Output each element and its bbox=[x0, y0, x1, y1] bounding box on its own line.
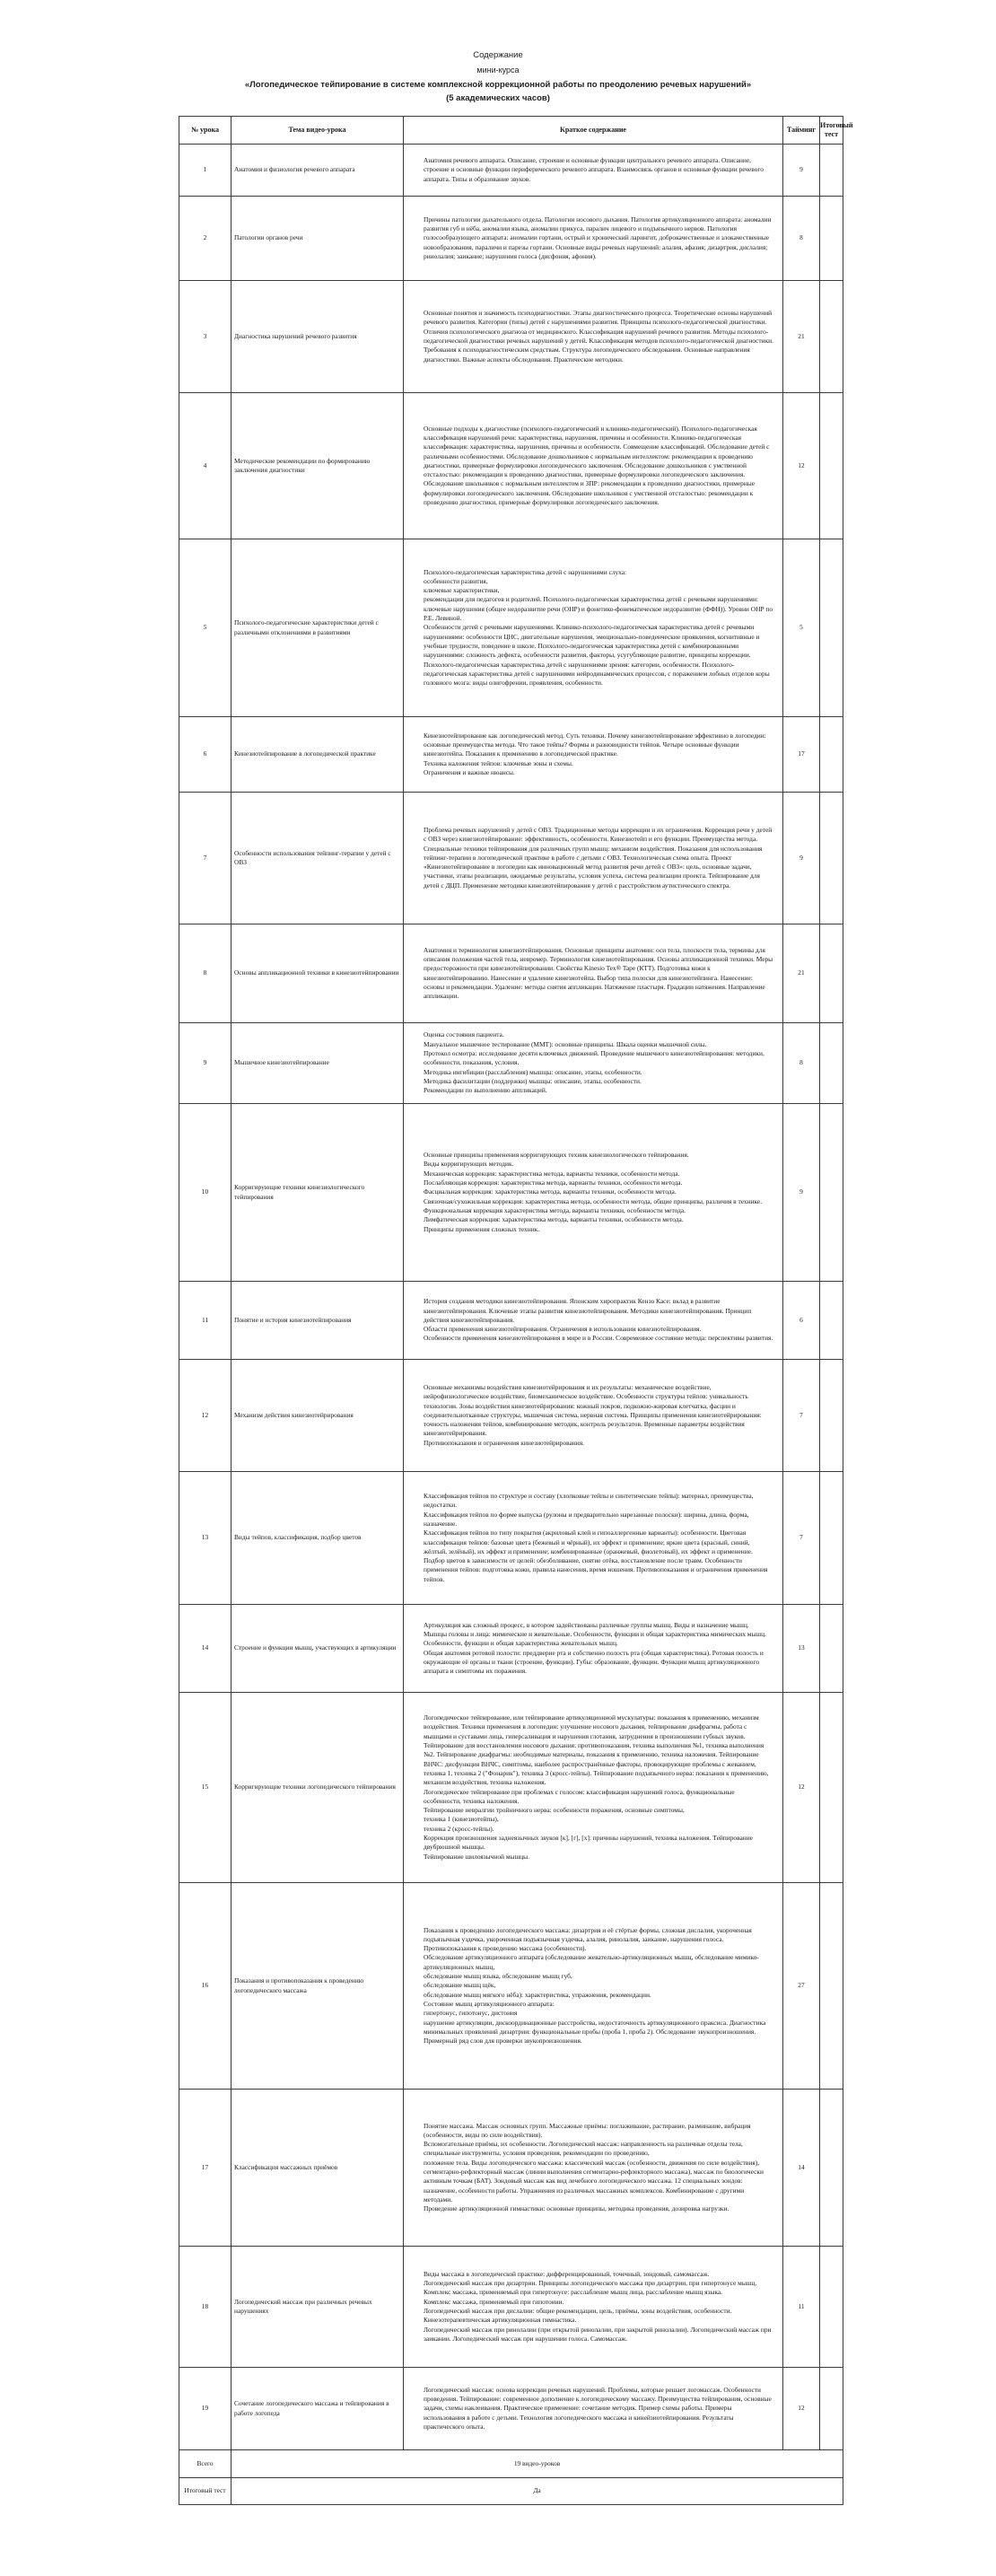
lesson-row bbox=[179, 1023, 843, 1104]
lesson-final-test bbox=[820, 1282, 843, 1360]
lesson-number: 6 bbox=[179, 717, 232, 793]
course-hours: (5 академических часов) bbox=[446, 93, 550, 103]
lesson-topic: Виды тейпов, классификация, подбор цветов bbox=[232, 1472, 404, 1605]
lesson-summary bbox=[404, 393, 783, 539]
lesson-topic: Механизм действия кинезиотейрирования bbox=[232, 1360, 404, 1472]
table-body bbox=[179, 145, 843, 2450]
lesson-number: 5 bbox=[179, 539, 232, 717]
lesson-final-test bbox=[820, 1693, 843, 1883]
header-topic: Тема видео-урока bbox=[232, 117, 404, 145]
lesson-row bbox=[179, 1693, 843, 1883]
lesson-topic: Понятие и история кинезиотейпирования bbox=[232, 1282, 404, 1360]
lesson-row bbox=[179, 793, 843, 924]
lesson-timing: 7 bbox=[783, 1472, 820, 1605]
lesson-summary bbox=[404, 1104, 783, 1282]
lesson-summary-text: Основные подходы к диагностике (психолого-педагогический и клинико-педагогический). Психолого-педагогическая классификация нарушений речи: характеристика, нарушения, причины и особенности. Клинико-педагогическая классификация: характеристика, нарушения, причины и особенности. Совмещение классификаций. Обследование детей с различными особенностями. Обследование дошкольников с нормальным интеллектом: рекомендации к проведению диагностики, примерные формулировки логопедического заключения. Обследование дошкольников с умственной отсталостью: рекомендации к проведению диагностики, примерные формулировки логопедического заключения. Обследование школьников с нормальным интеллектом и ЗПР: рекомендации к проведению диагностики, примерные формулировки логопедического заключения. Обследование школьников с умственной отсталостью: рекомендации к проведению диагностики, примерные формулировки логопедического заключения. bbox=[424, 424, 770, 507]
header-summary: Краткое содержание bbox=[404, 117, 783, 145]
lesson-summary-text: Оценка состояния пациента. Мануальное мышечное тестирование (ММТ): основные принципы. Шкала оценки мышечной силы. Протокол осмотра: исследование десяти ключевых движений. Проведение мышечного кинезиотейпирования: методики, особенности, показания, условия. Методика ингибиции (расслабления) мышцы: описание, этапы, особенности. Методика фасилитации (поддержки) мышцы: описание, этапы, особенности. Рекомендации по выполнению аппликаций. bbox=[424, 1030, 764, 1095]
lesson-final-test bbox=[820, 145, 843, 197]
lesson-final-test bbox=[820, 1104, 843, 1282]
lesson-summary-text: Анатомия речевого аппарата. Описание, строение и основные функции центрального речевого аппарата. Описание, строение и основные функции периферического речевого аппарата. Взаимосвязь органов и основные функции речевого аппарата. Типы и образование звуков. bbox=[424, 156, 764, 183]
lesson-topic: Патологии органов речи bbox=[232, 197, 404, 281]
lesson-summary-text: Анатомия и терминология кинезиотейпирования. Основные принципы анатомии: оси тела, плоскости тела, термины для описания положения частей тела, невромер. Терминология кинезиотейпирования. Основы аппликационной техники. Меры предосторожности при кинезиотейпировании. Свойства Kinesio Tex® Tape (КТТ). Подготовка кожи к кинезиотейпированию. Нанесение и удаление кинезиотейпа. Выбор типа полоски для кинезиотейпинга. Нанесение: основы и рекомендации. Удаление: методы снятия аппликации. Натяжение пластыря. Градации натяжения. Направление аппликации. bbox=[424, 945, 773, 1001]
curriculum-table bbox=[179, 116, 853, 2505]
lesson-number: 13 bbox=[179, 1472, 232, 1605]
lesson-topic: Основы аппликационной техники в кинезиотейпировании bbox=[232, 924, 404, 1023]
lesson-topic: Диагностика нарушений речевого развития bbox=[232, 281, 404, 393]
lesson-row bbox=[179, 1282, 843, 1360]
lesson-final-test bbox=[820, 1605, 843, 1693]
lesson-timing: 9 bbox=[783, 793, 820, 924]
lesson-summary bbox=[404, 1693, 783, 1883]
lesson-final-test bbox=[820, 717, 843, 793]
lesson-summary bbox=[404, 793, 783, 924]
lesson-final-test bbox=[820, 393, 843, 539]
lesson-summary bbox=[404, 2090, 783, 2247]
header-timing: Тайминг bbox=[783, 117, 820, 145]
lesson-row bbox=[179, 145, 843, 197]
lesson-summary-text: Основные понятия и значимость психодиагностики. Этапы диагностического процесса. Теоретические основы нарушений речевого развития. Категории (типы) детей с нарушениями развития. Принципы психолого-педагогической диагностики. Отличия психологического диагноза от медицинского. Классификация нарушений речевого развития. Методы психолого-педагогической диагностики речевых нарушений у детей. Классификация методов психолого-педагогической диагностики. Требования к психодиагностическим средствам. Структура логопедического обследования. Основные направления диагностики. Важные аспекты обследования. Практические методики. bbox=[424, 309, 773, 364]
lesson-timing: 12 bbox=[783, 1693, 820, 1883]
lesson-timing: 12 bbox=[783, 393, 820, 539]
lesson-final-test bbox=[820, 924, 843, 1023]
lesson-summary-text: Кинезиотейпирование как логопедический метод. Суть техники. Почему кинезиотейпирование эффективно в логопедии: основные преимущества метода. Что такое тейпы? Формы и разновидности тейпов. Четыре основные функции кинезиотейпа. Показания к применению в логопедической практике. Техника наложения тейпов: ключевые зоны и схемы. Ограничения и важные нюансы. bbox=[424, 731, 766, 776]
lesson-final-test bbox=[820, 281, 843, 393]
lesson-number: 18 bbox=[179, 2247, 232, 2368]
lesson-summary-text: Классификация тейпов по структуре и составу (хлопковые тейпы и синтетические тейпы): материал, преимущества, недостатки. Классификация тейпов по форме выпуска (рулоны и предварительно нарезанные полоски): ширина, длина, форма, назначение. Классификация тейпов по типу покрытия (акриловый клей и гипоаллергенные варианты): особенности. Цветовая классификация тейпов: базовые цвета (бежевый и чёрный), их эффект и применение; яркие цвета (красный, синий, жёлтый, зелёный), их эффект и применение; комбинированные (оранжевый, фиолетовый), их эффект и применение. Подбор цветов в зависимости от целей: обезболивание, снятие отёка, восстановление после травм. Особенности применения тейпов: подготовка кожи, правила нанесения, время ношения. Противопоказания и ограничения применения тейпов. bbox=[424, 1492, 768, 1583]
lesson-timing: 21 bbox=[783, 281, 820, 393]
lesson-summary-text: Логопедический массаж: основа коррекции речевых нарушений. Проблемы, которые решает логомассаж. Особенности проведения. Тейпирование: современное дополнение к логопедическому массажу. Преимущества тейпирования, основные задачи, схемы наклеивания. Практическое применение: сочетание методик. Пример схемы работы. Примеры использования в работе с детьми. Технология логопедического массажа и кинейзиотейпирования. Результаты практического опыта. bbox=[424, 2385, 772, 2431]
lesson-summary-text: Понятие массажа. Массаж основных групп. Массажные приёмы: поглаживание, растирание, разминание, вибрация (особенности, виды по силе воздействия). Вспомогательные приёмы, их особенности. Логопедический массаж: направленность на различные отделы тела, специальные инструменты, условия проведения, рекомендации по проведению, положение тела. Виды логопедического массажа: классический массаж (особенности, движения по силе воздействия), сегментарно-рефлекторный массаж (линии выполнения сегментарно-рефлекторного массажа), массаж по биологически активным точкам (БАТ). Зондовый массаж как вид лечебного логопедического массажа. 12 специальных зондов: назначение, особенности работы. Упражнения из различных массажных комплексов. Комбинирование с другими методами. Проведение артикуляционной гимнастики: основные принципы, методика проведения, дозировка нагрузки. bbox=[424, 2121, 764, 2213]
lesson-number: 11 bbox=[179, 1282, 232, 1360]
lesson-summary bbox=[404, 197, 783, 281]
lesson-topic: Логопедический массаж при различных речевых нарушениях bbox=[232, 2247, 404, 2368]
lesson-topic: Корригирующие техники кинезиологического тейпирования bbox=[232, 1104, 404, 1282]
lesson-summary-text: Основные механизмы воздействия кинезиотейрирования и их результаты: механическое воздействие, нейрофизиологическое воздействие, биомеханическое воздействие. Особенности структуры тейпов: уникальность технологии. Зоны воздействия кинезиотейрирования: кожный покров, подкожно-жировая клетчатка, фасции и соединительнотканные структуры, мышечная система, нервная система. Принципы применения кинезиотейрирования: точность наложения тейпов, комбинирование методик, контроль результатов. Временные параметры воздействия кинезиотейрирования. Противопоказания и ограничения кинезиотейрирования. bbox=[424, 1382, 762, 1447]
lesson-final-test bbox=[820, 1883, 843, 2090]
lesson-topic: Методические рекомендации по формированию заключения диагностики bbox=[232, 393, 404, 539]
lesson-summary bbox=[404, 1472, 783, 1605]
final-test-label: Итоговый тест bbox=[179, 2478, 232, 2505]
lesson-timing: 17 bbox=[783, 717, 820, 793]
doc-title-minicourse: мини-курса bbox=[476, 66, 520, 74]
lesson-row bbox=[179, 2368, 843, 2450]
lesson-summary bbox=[404, 1023, 783, 1104]
lesson-timing: 11 bbox=[783, 2247, 820, 2368]
lesson-final-test bbox=[820, 1023, 843, 1104]
lesson-number: 4 bbox=[179, 393, 232, 539]
final-test-value: Да bbox=[232, 2478, 843, 2505]
lesson-summary-text: Основные принципы применения корригирующих техник кинезиологического тейпирования. Виды корригирующих методик. Механическая коррекция: характеристика метода, варианты техники, особенности метода. Послабляющая коррекция: характеристика метода, варианты техники, особенности метода. Фасциальная коррекция: характеристика метода, варианты техники, особенности метода. Связочная/сухожильная коррекция: характеристика метода, особенности метода, общие принципы, различия в технике. Функциональная коррекция характеристика метода, варианты техники, особенности метода. Лимфатическая коррекция: характеристика метода, варианты техники, особенности метода. Принципы применения сложных техник. bbox=[424, 1151, 763, 1233]
lesson-row bbox=[179, 1472, 843, 1605]
lesson-timing: 5 bbox=[783, 539, 820, 717]
lesson-final-test bbox=[820, 539, 843, 717]
lesson-row bbox=[179, 924, 843, 1023]
lesson-timing: 9 bbox=[783, 1104, 820, 1282]
lesson-topic: Сочетание логопедического массажа и тейпирования в работе логопеда bbox=[232, 2368, 404, 2450]
lesson-final-test bbox=[820, 2368, 843, 2450]
lesson-row bbox=[179, 197, 843, 281]
lesson-final-test bbox=[820, 2090, 843, 2247]
lesson-timing: 27 bbox=[783, 1883, 820, 2090]
lesson-number: 16 bbox=[179, 1883, 232, 2090]
lesson-row bbox=[179, 1883, 843, 2090]
lesson-topic: Особенности использования тейпинг-терапии у детей с ОВЗ bbox=[232, 793, 404, 924]
lesson-timing: 8 bbox=[783, 1023, 820, 1104]
lesson-final-test bbox=[820, 2247, 843, 2368]
lesson-number: 14 bbox=[179, 1605, 232, 1693]
lesson-summary bbox=[404, 717, 783, 793]
lesson-final-test bbox=[820, 1360, 843, 1472]
lesson-summary-text: Логопедическое тейпирование, или тейпирование артикуляционной мускулатуры: показания к применению, механизм воздействия. Техники применения в логопедии: улучшение носового дыхания, тейпирование диафрагмы, работа с мышцами и суставами лица, гиперсаливация и нарушения глотания, затруднения в произношении губных звуков. Тейпирование для восстановления носового дыхания: противопоказания, техника выполнения №1, техника выполнения №2. Тейпирование диафрагмы: необходимые материалы, показания к применению, техника наложения. Тейпирование ВНЧС: дисфункция ВНЧС, симптомы, наиболее распространённые факторы, провоцирующие проблемы с жеванием, техника 1, техника 2 ("Фонарик"), техника 3 (кросс-тейпы). Тейпирование подъязычного нерва: показания к применению, механизм воздействия, техника наложения. Логопедическое тейпирование при проблемах с голосом: классификация нарушений голоса, функциональные особенности, техника наложения. Тейпирование невралгии тройничного нерва: особенности поражения, основные симптомы, техника 1 (кинезиотейпы), техника 2 (кросс-тейпы). Коррекция произношения заднеязычных звуков [к], [г], [х]: причины нарушений, техника наложения. Тейпирование двубрюшной мышцы. Тейпирование шилоязычной мышцы. bbox=[424, 1713, 769, 1861]
lesson-number: 1 bbox=[179, 145, 232, 197]
lesson-number: 12 bbox=[179, 1360, 232, 1472]
header-lesson-number: № урока bbox=[179, 117, 232, 145]
lesson-timing: 9 bbox=[783, 145, 820, 197]
lesson-topic: Кинезиотейпирование в логопедической практике bbox=[232, 717, 404, 793]
lesson-summary-text: Показания к проведению логопедического массажа: дизартрия и её стёртые формы, сложная дислалия, укороченная подъязычная уздечка, укороченная подъязычная уздечка, алалия, ринолалия, заикание, нарушения голоса. Противопоказания к проведению массажа (особенности). Обследование артикуляционного аппарата (обследование жевательно-артикуляционных мышц, обследование мимико-артикуляционных мышц, обследование мышц языка, обследование мышц губ, обследование мышц щёк, обследование мышц мягкого нёба): характеристика, упражнения, рекомендации. Состояние мышц артикуляционного аппарата: гипертонус, гипотонус, дистония нарушение артикуляции, дискоординационные расстройства, недостаточность артикуляционного праксиса. Диагностика минимальных проявлений дизартрии: функциональные пробы (проба 1, проба 2). Обследование звукопроизношения. Примерный ряд слов для проверки звукопроизношения. bbox=[424, 1925, 766, 2046]
lesson-topic: Классификация массажных приёмов bbox=[232, 2090, 404, 2247]
lesson-number: 17 bbox=[179, 2090, 232, 2247]
total-label: Всего bbox=[179, 2450, 232, 2478]
lesson-number: 9 bbox=[179, 1023, 232, 1104]
lesson-number: 3 bbox=[179, 281, 232, 393]
lesson-summary bbox=[404, 1360, 783, 1472]
lesson-row bbox=[179, 1605, 843, 1693]
lesson-timing: 21 bbox=[783, 924, 820, 1023]
lesson-row bbox=[179, 539, 843, 717]
lesson-row bbox=[179, 281, 843, 393]
lesson-final-test bbox=[820, 197, 843, 281]
lesson-timing: 14 bbox=[783, 2090, 820, 2247]
lesson-final-test bbox=[820, 793, 843, 924]
lesson-summary-text: Причины патологии дыхательного отдела. Патологии носового дыхания. Патология артикуляционного аппарата: аномалии развития губ и нёба, аномалии языка, аномалии прикуса, паралич лицевого и подъязычного нервов. Патология голосообразующего аппарата: аномалии гортани, острый и хронический ларингит, доброкачественные и злокачественные новообразования, параличи и парезы гортани. Основные виды речевых нарушений: алалия, афазия; дизартрия, дислалия; ринолалия; заикание; нарушения голоса (дисфония, афония). bbox=[424, 215, 772, 260]
lesson-summary bbox=[404, 2368, 783, 2450]
lesson-timing: 12 bbox=[783, 2368, 820, 2450]
lesson-topic: Психолого-педагогические характеристики детей с различными отклонениями в развитиями bbox=[232, 539, 404, 717]
lesson-summary bbox=[404, 1605, 783, 1693]
lesson-summary-text: Артикуляция как сложный процесс, в котором задействованы различные группы мышц. Виды и назначение мышц. Мышцы головы и лица: мимические и жевательные. Особенности, функции и общая характеристика мимических мышц. Особенности, функции и общая характеристика жевательных мышц. Общая анатомия ротовой полости: преддверие рта и собственно полость рта (общая характеристика). Ротовая полость и окружающие её органы и ткани (строение, функции). Губы: образование, функции. Функции мышц артикуляционного аппарата и симптомы их поражения. bbox=[424, 1620, 766, 1676]
lesson-row bbox=[179, 2090, 843, 2247]
lesson-row bbox=[179, 2247, 843, 2368]
lesson-topic: Корригирующие техники логопедического тейпирования bbox=[232, 1693, 404, 1883]
lesson-summary bbox=[404, 145, 783, 197]
lesson-summary-text: Виды массажа в логопедической практике: дифференцированный, точечный, зондовый, самомассаж. Логопедический массаж при дизартрии. Принципы логопедического массажа при дизартрии, при гипертонусе мышц. Комплекс массажа, применяемый при гипертонусе: расслабление мышц лица, расслабление мышц языка. Комплекс массажа, применяемый при гипотонии. Логопедический массаж при дислалии: общие рекомендации, цель, приёмы, зоны воздействия, особенности. Кинезотерапевтическая артикуляционная гимнастика. Логопедический массаж при ринолалии (при открытой ринолалии, при закрытой ринолалии). Логопедический массаж при заикании. Логопедический массаж при нарушении голоса. Самомассаж. bbox=[424, 2269, 772, 2343]
lesson-topic: Показания и противопоказания к проведению логопедического массажа bbox=[232, 1883, 404, 2090]
doc-title-contents: Содержание bbox=[473, 50, 523, 60]
lesson-summary-text: История создания методики кинезиотейпирования. Японским хиропрактик Кензо Касе: вклад в развитие кинезиотейпирования. Ключевые этапы развития кинезиотейпирования. Методики кинезиотейпирования. Принцип действия кинезиотейпирования. Области применения кинезиотейпирования. Ограничения в использовании кинезиотейпирования. Особенности применения кинезиотейпирования в мире и в России. Современное состояние метода: перспективы развития. bbox=[424, 1297, 773, 1343]
lesson-number: 8 bbox=[179, 924, 232, 1023]
lesson-summary bbox=[404, 2247, 783, 2368]
lesson-timing: 6 bbox=[783, 1282, 820, 1360]
lesson-timing: 7 bbox=[783, 1360, 820, 1472]
lesson-topic: Строение и функции мышц, участвующих в артикуляции bbox=[232, 1605, 404, 1693]
lesson-final-test bbox=[820, 1472, 843, 1605]
total-row bbox=[179, 2450, 843, 2478]
lesson-summary bbox=[404, 924, 783, 1023]
lesson-row bbox=[179, 1360, 843, 1472]
lesson-summary-text: Психолого-педагогическая характеристика детей с нарушениями слуха: особенности развития, ключевые характеристики, рекомендации для педагогов и родителей. Психолого-педагогическая характеристика детей с речевыми нарушениями: ключевые нарушения (общее недоразвитие речи (ОНР) и фонетико-фонематическое недоразвитие (ФФН)). Уровни ОНР по Р.Е. Левиной. Особенности детей с речевыми нарушениями. Клинико-психолого-педагогическая характеристика детей с речевыми нарушениями: особенности ЦНС, двигательные нарушения, эмоционально-поведенческие проявления, когнитивные и учебные трудности, поведение в школе. Психолого-педагогическая характеристика детей с комбинированными нарушениями: сложность дефекта, особенности развития, факторы, усугубляющие развитие, принципы коррекции. Психолого-педагогическая характеристика детей с нарушениями зрения: категории, особенности. Психолого-педагогическая характеристика детей с нарушениями нейродинамических процессов, с поражением лобных отделов коры головного мозга: виды олигофрении, проявления, особенности. bbox=[424, 567, 773, 688]
lesson-number: 2 bbox=[179, 197, 232, 281]
lesson-summary bbox=[404, 539, 783, 717]
lesson-timing: 13 bbox=[783, 1605, 820, 1693]
header-final-test: Итоговый тест bbox=[820, 117, 843, 145]
lesson-number: 19 bbox=[179, 2368, 232, 2450]
lesson-summary bbox=[404, 1883, 783, 2090]
lesson-row bbox=[179, 393, 843, 539]
course-name: «Логопедическое тейпирование в системе комплексной коррекционной работы по преодолению речевых нарушений» bbox=[244, 80, 752, 90]
lesson-summary bbox=[404, 1282, 783, 1360]
total-value: 19 видео-уроков bbox=[232, 2450, 843, 2478]
lesson-topic: Мышечное кинезиотейпирование bbox=[232, 1023, 404, 1104]
final-test-row bbox=[179, 2478, 843, 2505]
table-header-row bbox=[179, 117, 843, 145]
lesson-row bbox=[179, 1104, 843, 1282]
lesson-summary bbox=[404, 281, 783, 393]
lesson-summary-text: Проблема речевых нарушений у детей с ОВЗ. Традиционные методы коррекции и их ограничения. Коррекция речи у детей с ОВЗ через кинезиотейпирование: эффективность, особенности. Кинезиотейп и его функции. Преимущества метода. Специальные техники тейпирования для различных групп мышц: механизм воздействия. Показания для использования тейпинг-терапии в логопедической практике в работе с детьми с ОВЗ. Технологическая схема опыта. Проект «Кинезиотейпирование в логопедии как инновационный метод развития речи детей с ОВЗ»: цель, основные задачи, участники, этапы реализации, ожидаемые результаты, условия успеха, система реализации проекта. Тейпирование для детей с ДЦП. Применение методики кинезиотейпирования у детей с расстройством аутистического спектра. bbox=[424, 825, 773, 889]
lesson-row bbox=[179, 717, 843, 793]
lesson-timing: 8 bbox=[783, 197, 820, 281]
lesson-topic: Анатомия и физиология речевого аппарата bbox=[232, 145, 404, 197]
lesson-number: 7 bbox=[179, 793, 232, 924]
lesson-number: 10 bbox=[179, 1104, 232, 1282]
lesson-number: 15 bbox=[179, 1693, 232, 1883]
